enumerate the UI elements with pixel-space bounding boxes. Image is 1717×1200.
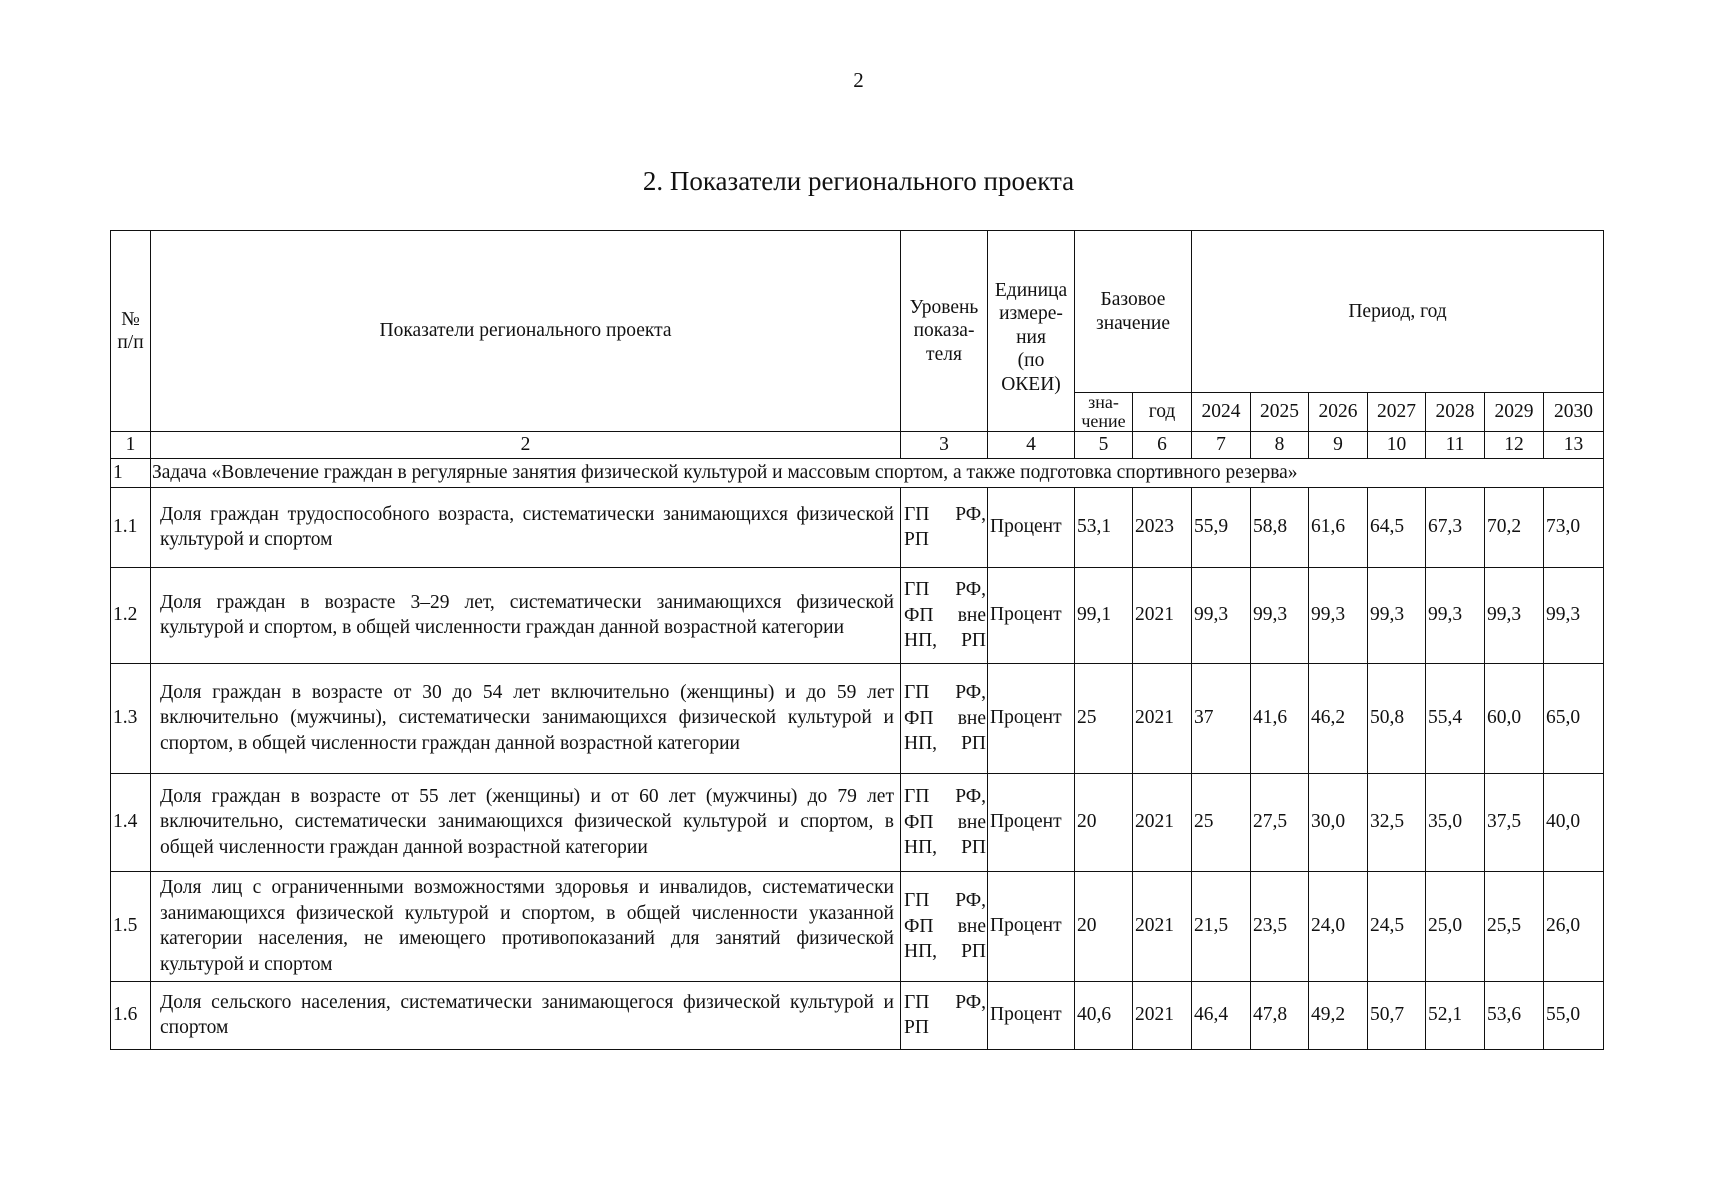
column-number: 1: [111, 431, 151, 458]
column-number: 5: [1075, 431, 1133, 458]
row-year-value: 64,5: [1368, 487, 1426, 567]
column-number: 13: [1544, 431, 1604, 458]
header-num: № п/п: [111, 231, 151, 432]
indicator-row: [111, 663, 1604, 773]
row-year-value: 32,5: [1368, 773, 1426, 871]
header-base: Базовое значение: [1075, 231, 1192, 393]
column-number: 11: [1426, 431, 1485, 458]
row-year-value: 25,5: [1485, 871, 1544, 981]
row-base-year: 2021: [1133, 981, 1192, 1049]
row-num: 1.3: [111, 663, 151, 773]
row-year-value: 49,2: [1309, 981, 1368, 1049]
header-year: 2028: [1426, 393, 1485, 432]
row-year-value: 35,0: [1426, 773, 1485, 871]
row-year-value: 24,0: [1309, 871, 1368, 981]
header-unit: Единица измере- ния (по ОКЕИ): [988, 231, 1075, 432]
row-base-year: 2021: [1133, 567, 1192, 663]
column-numbers-row: [111, 431, 1604, 458]
row-year-value: 70,2: [1485, 487, 1544, 567]
row-year-value: 53,6: [1485, 981, 1544, 1049]
row-base-value: 20: [1075, 871, 1133, 981]
row-year-value: 27,5: [1251, 773, 1309, 871]
column-number: 8: [1251, 431, 1309, 458]
indicator-row: [111, 773, 1604, 871]
indicator-row: [111, 981, 1604, 1049]
row-year-value: 58,8: [1251, 487, 1309, 567]
row-level: ГП РФ, РП: [901, 981, 988, 1049]
row-year-value: 99,3: [1251, 567, 1309, 663]
row-base-value: 53,1: [1075, 487, 1133, 567]
row-indicator-text: Доля граждан в возрасте от 30 до 54 лет включительно (женщины) и до 59 лет включительно (мужчины), систематически занимающихся физической культурой и спортом, в общей численности граждан данной возрастной категории: [151, 663, 901, 773]
header-period: Период, год: [1192, 231, 1604, 393]
row-year-value: 37: [1192, 663, 1251, 773]
row-year-value: 40,0: [1544, 773, 1604, 871]
row-indicator-text: Доля лиц с ограниченными возможностями здоровья и инвалидов, систематически занимающихся физической культурой и спортом, в общей численности указанной категории населения, не имеющего противопоказаний для занятий физической культурой и спортом: [151, 871, 901, 981]
row-year-value: 23,5: [1251, 871, 1309, 981]
row-year-value: 41,6: [1251, 663, 1309, 773]
row-year-value: 50,8: [1368, 663, 1426, 773]
row-unit: Процент: [988, 871, 1075, 981]
row-base-year: 2023: [1133, 487, 1192, 567]
row-year-value: 99,3: [1368, 567, 1426, 663]
row-year-value: 46,4: [1192, 981, 1251, 1049]
row-year-value: 37,5: [1485, 773, 1544, 871]
row-level: ГП РФ, ФП вне НП, РП: [901, 773, 988, 871]
row-year-value: 55,9: [1192, 487, 1251, 567]
column-number: 2: [151, 431, 901, 458]
indicator-rows: [111, 487, 1604, 1049]
row-unit: Процент: [988, 981, 1075, 1049]
header-indicators: Показатели регионального проекта: [151, 231, 901, 432]
row-year-value: 73,0: [1544, 487, 1604, 567]
page-title: 2. Показатели регионального проекта: [642, 166, 1075, 196]
row-base-year: 2021: [1133, 663, 1192, 773]
header-year: 2024: [1192, 393, 1251, 432]
header-level: Уровень показа- теля: [901, 231, 988, 432]
row-year-value: 30,0: [1309, 773, 1368, 871]
indicators-table: [110, 230, 1604, 1050]
row-year-value: 46,2: [1309, 663, 1368, 773]
column-number: 10: [1368, 431, 1426, 458]
row-year-value: 52,1: [1426, 981, 1485, 1049]
row-num: 1.4: [111, 773, 151, 871]
row-year-value: 60,0: [1485, 663, 1544, 773]
row-year-value: 50,7: [1368, 981, 1426, 1049]
indicator-row: [111, 567, 1604, 663]
row-base-value: 99,1: [1075, 567, 1133, 663]
row-unit: Процент: [988, 773, 1075, 871]
row-indicator-text: Доля сельского населения, систематически занимающегося физической культурой и спортом: [151, 981, 901, 1049]
row-year-value: 99,3: [1192, 567, 1251, 663]
column-number: 4: [988, 431, 1075, 458]
header-year: 2030: [1544, 393, 1604, 432]
task-row: [111, 458, 1604, 487]
row-year-value: 55,4: [1426, 663, 1485, 773]
row-num: 1.2: [111, 567, 151, 663]
row-base-value: 20: [1075, 773, 1133, 871]
task-num: 1: [111, 458, 151, 487]
row-year-value: 67,3: [1426, 487, 1485, 567]
row-level: ГП РФ, ФП вне НП, РП: [901, 871, 988, 981]
row-base-year: 2021: [1133, 773, 1192, 871]
header-year: 2025: [1251, 393, 1309, 432]
row-level: ГП РФ, РП: [901, 487, 988, 567]
header-base-year: год: [1133, 393, 1192, 432]
page-number: 2: [853, 68, 864, 92]
row-unit: Процент: [988, 663, 1075, 773]
row-year-value: 24,5: [1368, 871, 1426, 981]
header-year: 2029: [1485, 393, 1544, 432]
row-unit: Процент: [988, 567, 1075, 663]
row-unit: Процент: [988, 487, 1075, 567]
row-level: ГП РФ, ФП вне НП, РП: [901, 567, 988, 663]
row-year-value: 99,3: [1544, 567, 1604, 663]
column-number: 12: [1485, 431, 1544, 458]
row-year-value: 47,8: [1251, 981, 1309, 1049]
row-num: 1.5: [111, 871, 151, 981]
column-number: 3: [901, 431, 988, 458]
row-year-value: 99,3: [1309, 567, 1368, 663]
row-base-value: 25: [1075, 663, 1133, 773]
row-base-value: 40,6: [1075, 981, 1133, 1049]
column-number: 9: [1309, 431, 1368, 458]
row-year-value: 99,3: [1485, 567, 1544, 663]
row-year-value: 55,0: [1544, 981, 1604, 1049]
row-year-value: 61,6: [1309, 487, 1368, 567]
indicator-row: [111, 871, 1604, 981]
header-year: 2026: [1309, 393, 1368, 432]
row-year-value: 26,0: [1544, 871, 1604, 981]
row-year-value: 25: [1192, 773, 1251, 871]
row-year-value: 65,0: [1544, 663, 1604, 773]
row-base-year: 2021: [1133, 871, 1192, 981]
header-year: 2027: [1368, 393, 1426, 432]
row-indicator-text: Доля граждан в возрасте 3–29 лет, систематически занимающихся физической культурой и спортом, в общей численности граждан данной возрастной категории: [151, 567, 901, 663]
row-year-value: 25,0: [1426, 871, 1485, 981]
task-text: Задача «Вовлечение граждан в регулярные занятия физической культурой и массовым спортом, а также подготовка спортивного резерва»: [151, 458, 1604, 487]
row-year-value: 21,5: [1192, 871, 1251, 981]
header-base-value: зна- чение: [1075, 393, 1133, 432]
indicator-row: [111, 487, 1604, 567]
column-number: 7: [1192, 431, 1251, 458]
column-number: 6: [1133, 431, 1192, 458]
row-year-value: 99,3: [1426, 567, 1485, 663]
row-num: 1.6: [111, 981, 151, 1049]
row-indicator-text: Доля граждан трудоспособного возраста, систематически занимающихся физической культурой и спортом: [151, 487, 901, 567]
row-level: ГП РФ, ФП вне НП, РП: [901, 663, 988, 773]
row-indicator-text: Доля граждан в возрасте от 55 лет (женщины) и от 60 лет (мужчины) до 79 лет включительно, систематически занимающихся физической культурой и спортом, в общей численности граждан данной возрастной категории: [151, 773, 901, 871]
row-num: 1.1: [111, 487, 151, 567]
